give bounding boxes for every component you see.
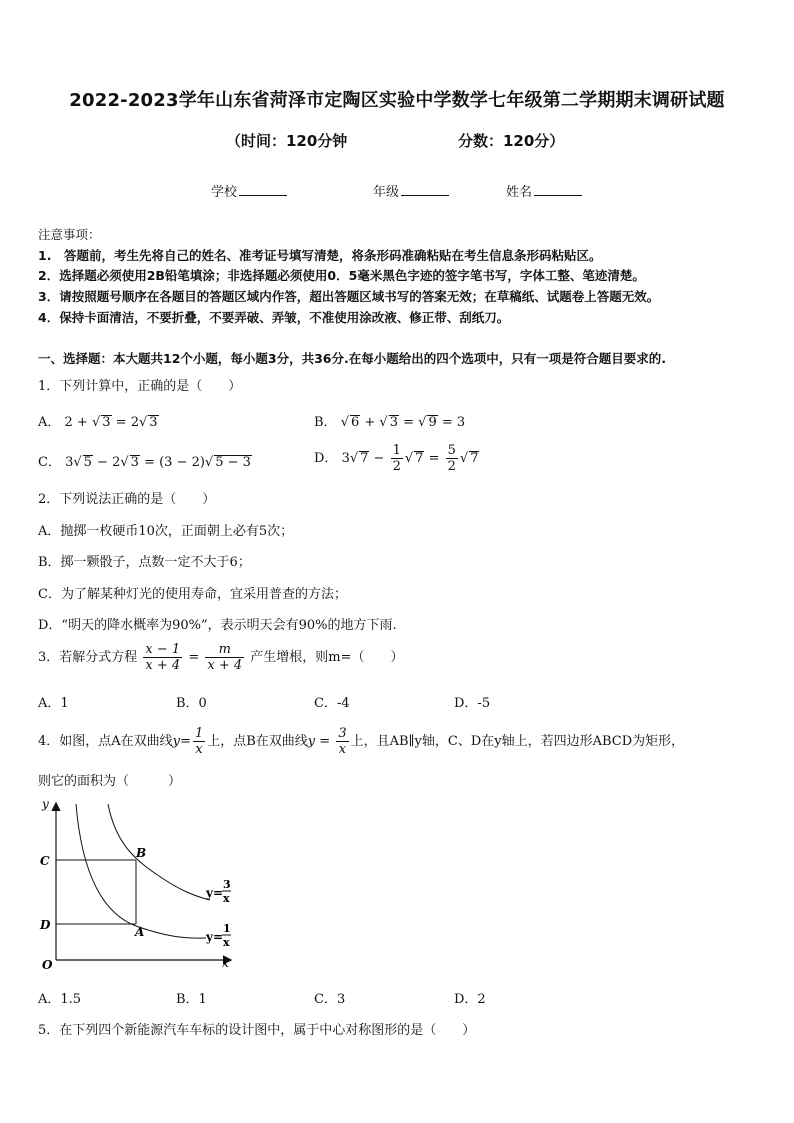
y-axis-label: y: [42, 797, 49, 811]
q1-option-a[interactable]: A． 2 + √ 3 = 2√ 3: [38, 415, 158, 430]
q2-option-b[interactable]: B．掷一颗骰子，点数一定不大于6；: [38, 555, 251, 570]
q1-option-b[interactable]: B． √ 6 + √ 3 = √ 9 = 3: [314, 415, 466, 430]
q4-option-d[interactable]: D．2: [454, 992, 486, 1007]
exam-score: 分数：120分）: [458, 132, 565, 150]
q2-option-c[interactable]: C．为了解某种灯光的使用寿命，宜采用普查的方法；: [38, 587, 347, 602]
curve1-label: y=: [206, 930, 224, 944]
q4-option-c[interactable]: C．3: [314, 992, 346, 1007]
curve-y-3-over-x: [108, 804, 210, 900]
note-1: 1. 答题前，考生先将自己的姓名、准考证号填写清楚，将条形码准确粘贴在考生信息条形码粘贴区。: [38, 248, 602, 263]
point-d-label: D: [40, 918, 51, 932]
note-3: 3．请按照题号顺序在各题目的答题区域内作答，超出答题区域书写的答案无效；在草稿纸、试题卷上答题无效。: [38, 289, 660, 304]
q5-stem: 5．在下列四个新能源汽车车标的设计图中，属于中心对称图形的是（ ）: [38, 1023, 476, 1038]
q2-stem: 2．下列说法正确的是（ ）: [38, 492, 216, 507]
q4-stem: 4．如图，点A在双曲线y= $\frac{1}{x}$ 上，点B在双曲线y = $\frac{3}{x}$ 上，且AB∥y轴，C、D在y轴上，若四边形ABCD为矩形，: [38, 726, 685, 757]
note-2: 2．选择题必须使用2B铅笔填涂；非选择题必须使用0．5毫米黑色字迹的签字笔书写，字体工整、笔迹清楚。: [38, 268, 645, 283]
curve3-label: y=: [206, 886, 224, 900]
exam-time: （时间：120分钟: [226, 132, 348, 150]
school-field[interactable]: [211, 181, 287, 200]
q3-option-d[interactable]: D．-5: [454, 696, 491, 711]
point-c-label: C: [40, 854, 50, 868]
exam-title: 2022-2023学年山东省菏泽市定陶区实验中学数学七年级第二学期期末调研试题: [69, 90, 725, 111]
q1-option-d[interactable]: D． 3√ 7 − $\frac{1}{2}$ √ 7 = $\frac{5}{2}$ √ 7: [314, 443, 479, 474]
q4-stem-line2: 则它的面积为（ ）: [38, 774, 182, 789]
q2-option-d[interactable]: D．“明天的降水概率为90%”，表示明天会有90%的地方下雨.: [38, 618, 397, 633]
name-field[interactable]: [506, 181, 582, 200]
curve-y-1-over-x: [76, 804, 206, 938]
note-4: 4．保持卡面清洁，不要折叠，不要弄破、弄皱，不准使用涂改液、修正带、刮纸刀。: [38, 310, 510, 325]
svg-text:3: 3: [223, 878, 231, 891]
q1-option-c[interactable]: C． 3√ 5 − 2√ 3 = (3 − 2)√ 5 − 3: [38, 455, 251, 470]
q3-option-a[interactable]: A．1: [38, 696, 69, 711]
q3-option-b[interactable]: B．0: [176, 696, 207, 711]
q4-option-a[interactable]: A．1.5: [38, 992, 82, 1007]
name-label: 姓名: [506, 185, 533, 200]
point-a-label: A: [135, 925, 145, 939]
x-axis-label: x: [222, 956, 229, 970]
q3-stem: 3．若解分式方程 $\frac{x - 1}{x + 4}$ = $\frac{m}{x + 4}$ 产生增根，则m=（ ）: [38, 642, 404, 673]
q4-figure: [34, 796, 244, 976]
q1-stem: 1．下列计算中，正确的是（ ）: [38, 379, 242, 394]
q3-option-c[interactable]: C．-4: [314, 696, 350, 711]
section-heading: 一、选择题：本大题共12个小题，每小题3分，共36分.在每小题给出的四个选项中，只有一项是符合题目要求的.: [38, 351, 666, 366]
origin-label: O: [42, 958, 53, 972]
q4-option-b[interactable]: B．1: [176, 992, 207, 1007]
q2-option-a[interactable]: A．抛掷一枚硬币10次，正面朝上必有5次；: [38, 524, 294, 539]
notes-heading: 注意事项：: [38, 227, 101, 242]
school-label: 学校: [211, 185, 238, 200]
svg-text:x: x: [223, 936, 230, 949]
grade-label: 年级: [373, 185, 400, 200]
svg-text:x: x: [223, 892, 230, 905]
point-b-label: B: [136, 846, 147, 860]
svg-text:1: 1: [223, 922, 231, 935]
grade-field[interactable]: [373, 181, 449, 200]
